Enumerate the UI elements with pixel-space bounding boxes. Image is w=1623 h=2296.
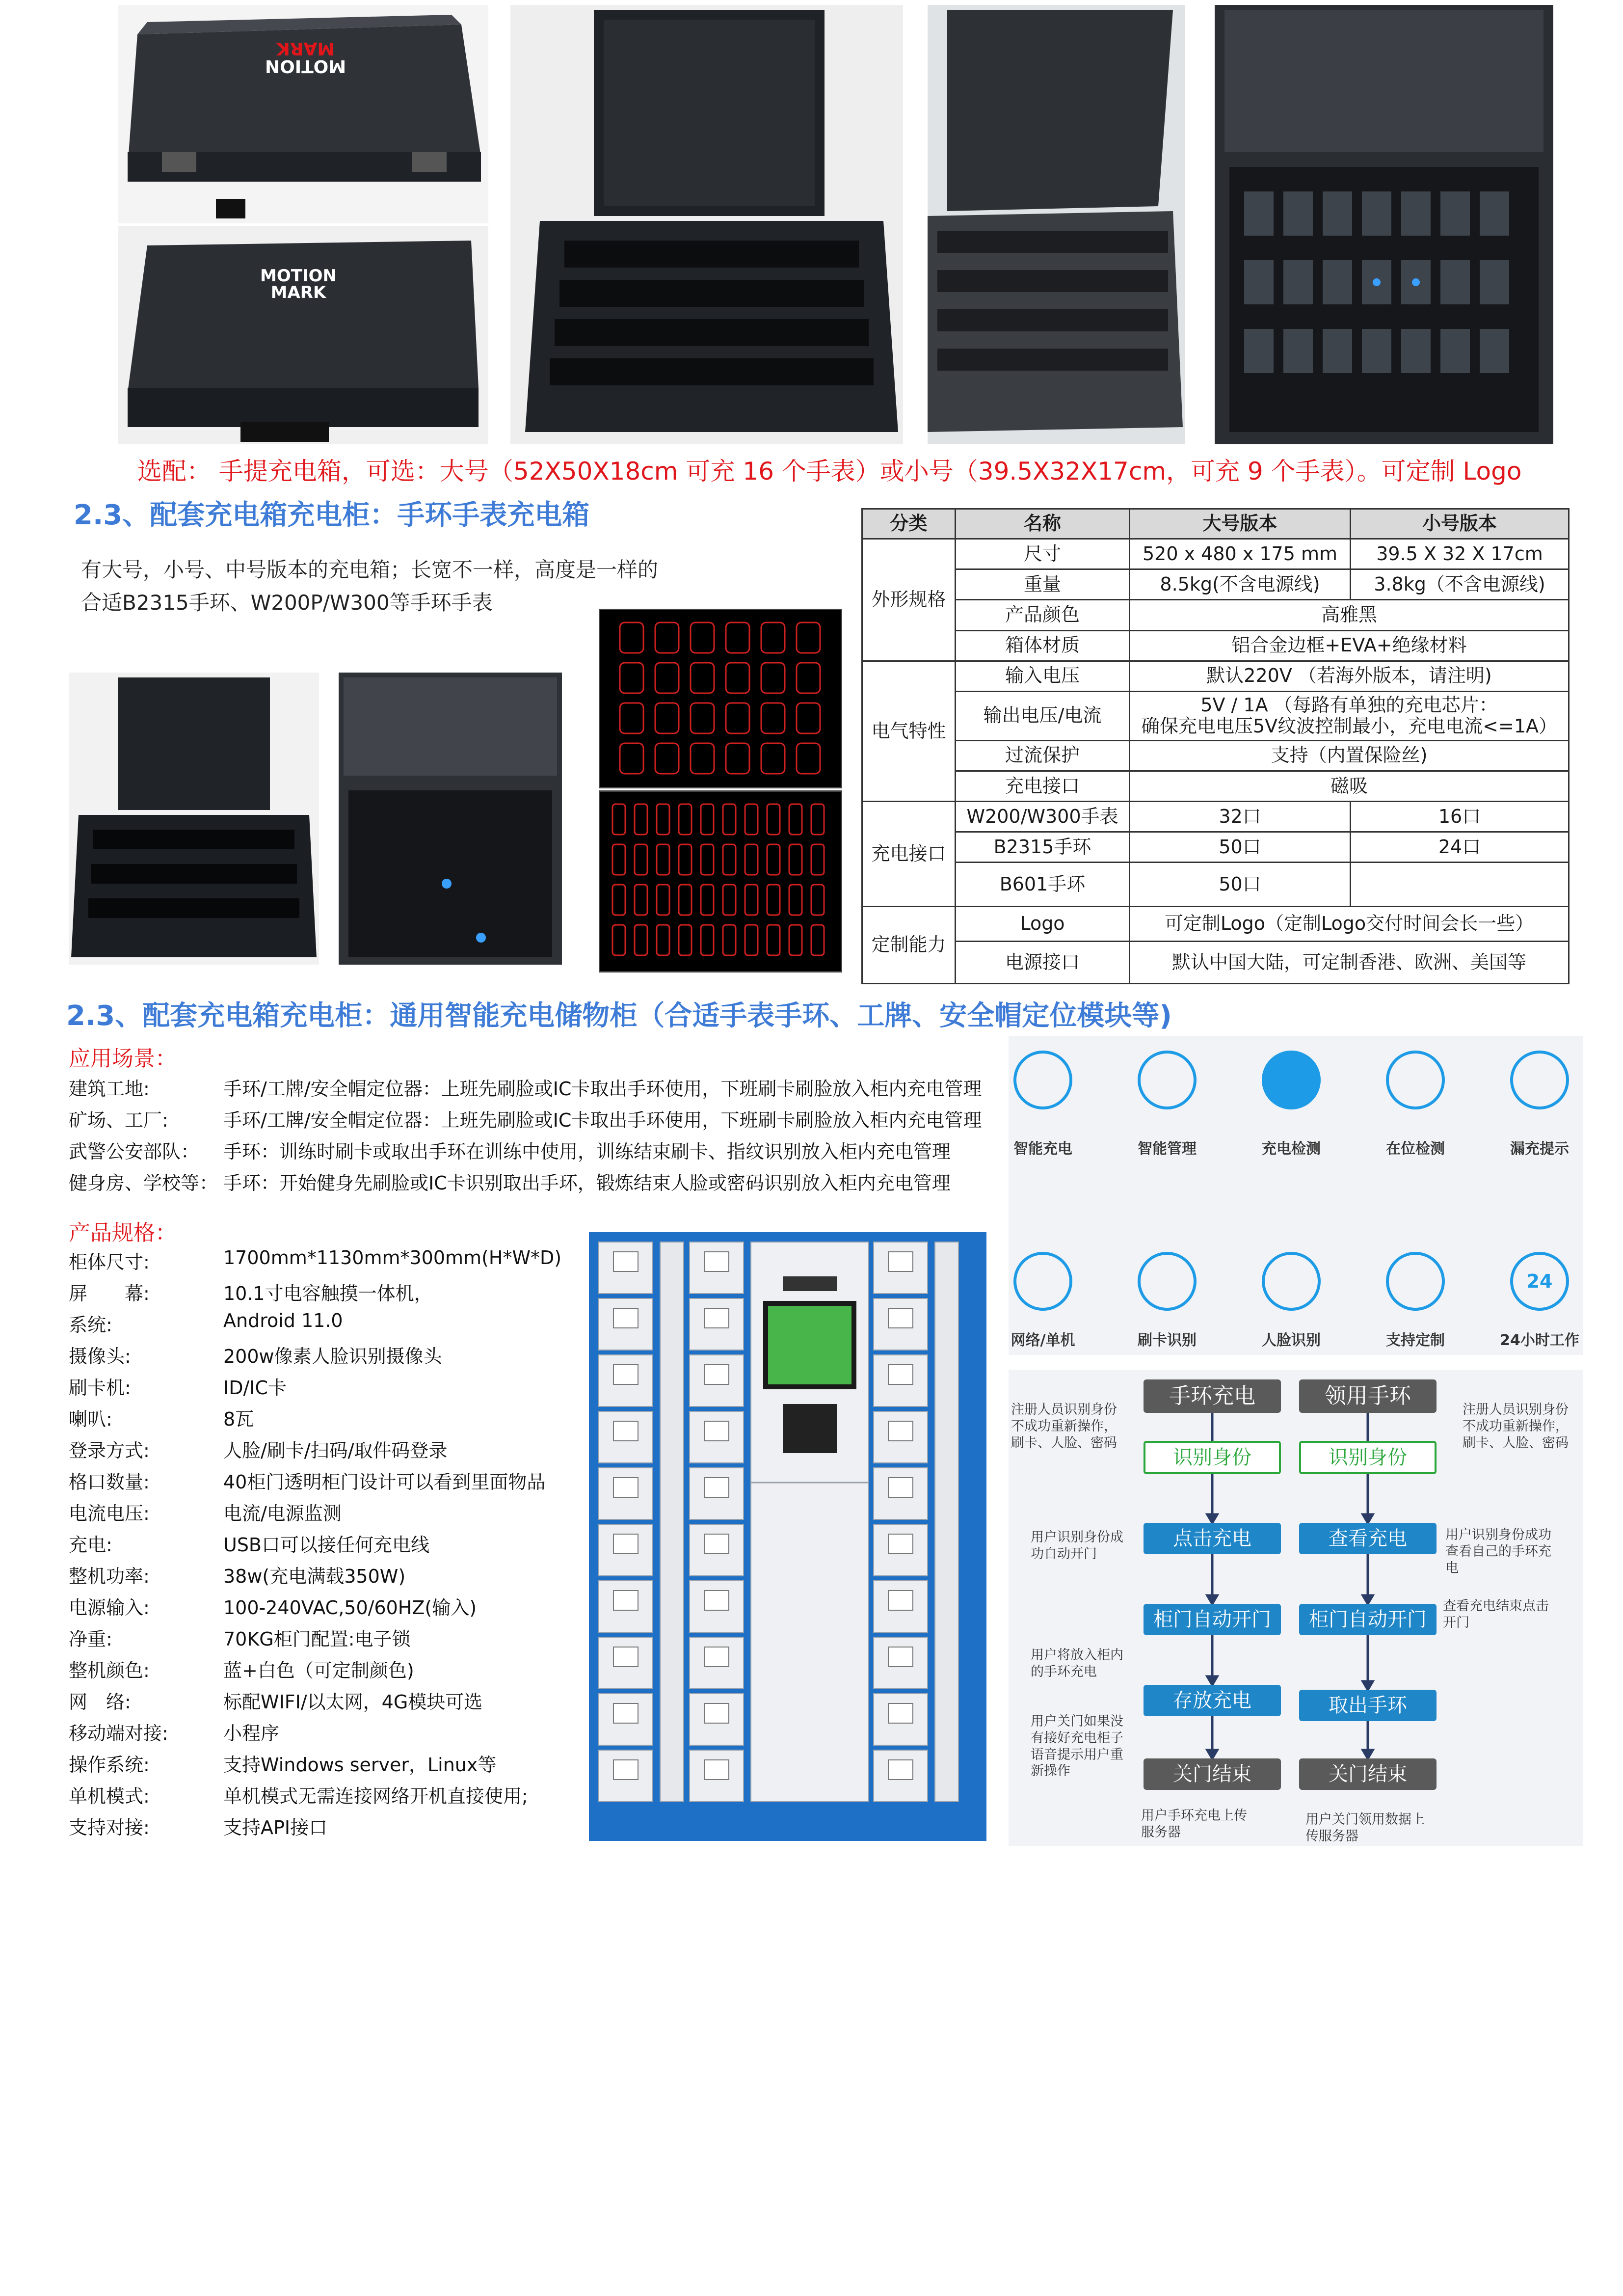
case-options-caption: 选配： 手提充电箱，可选：大号（52X50X18cm 可充 16 个手表）或小号（39.5X32X17cm，可充 9 个手表）。可定制 Logo: [137, 457, 1522, 486]
band-slot-outline: [789, 804, 802, 835]
row-large: 50口: [1130, 863, 1351, 907]
band-slot-outline: [723, 925, 736, 955]
feature-label: 支持定制: [1386, 1332, 1445, 1349]
spec-label: 产品规格：: [69, 1220, 177, 1245]
locker-window: [888, 1421, 913, 1441]
spec-value-item: 40柜门透明柜门设计可以看到里面物品: [223, 1471, 546, 1493]
locker-window: [888, 1478, 913, 1497]
row-small: 24口: [1351, 832, 1569, 863]
locker-window: [704, 1591, 729, 1610]
card-reader: [783, 1404, 837, 1453]
flow-right-step: 取出手环: [1299, 1690, 1437, 1721]
watch-slot-outline: [761, 663, 785, 693]
watch-slot-outline: [726, 663, 749, 693]
watch-slot-outline: [726, 622, 749, 653]
locker-window: [613, 1252, 638, 1271]
row-name: 过流保护: [956, 740, 1130, 771]
spec-label-item: 电源输入:: [69, 1597, 150, 1619]
band-slot-outline: [811, 804, 824, 835]
locker-window: [888, 1760, 913, 1780]
pencil-check-icon: [1013, 1051, 1072, 1109]
touch-hand-icon: [1138, 1051, 1197, 1109]
spec-label-item: 整机功率:: [69, 1566, 150, 1587]
band-slot-outline: [612, 885, 625, 915]
locker-window: [613, 1703, 638, 1723]
case-open-photo-large: [510, 5, 903, 444]
watch-slot-outline: [691, 743, 714, 774]
band-slot-outline: [723, 804, 736, 835]
spec-label-item: 系统:: [69, 1314, 112, 1336]
watch-slot-outline: [761, 622, 785, 653]
row-large: 50口: [1130, 832, 1351, 863]
clock-24-icon: 24: [1510, 1252, 1569, 1311]
band-slot-outline: [723, 844, 736, 875]
watch-slot-outline: [797, 663, 820, 693]
row-name: 重量: [956, 569, 1130, 600]
band-slot-outline: [789, 885, 802, 915]
row-merged: 默认220V （若海外版本，请注明): [1130, 661, 1569, 691]
locker-window: [613, 1365, 638, 1384]
flow-left-step: 存放充电: [1144, 1685, 1281, 1716]
row-name: B2315手环: [956, 832, 1130, 863]
flow-left-step: 点击充电: [1144, 1523, 1281, 1554]
band-slot-outline: [811, 925, 824, 955]
flow-left-note: 用户手环充电上传服务器: [1141, 1808, 1247, 1840]
custom-tools-icon: [1386, 1252, 1445, 1311]
band-slot-outline: [612, 844, 625, 875]
flow-right-step: 识别身份: [1299, 1441, 1437, 1474]
checkmark-icon: [1510, 1051, 1569, 1109]
spec-value-item: 200w像素人脸识别摄像头: [223, 1346, 442, 1367]
feature-label: 在位检测: [1386, 1140, 1445, 1158]
flow-right-step: 关门结束: [1299, 1758, 1437, 1790]
scene-label: 建筑工地:: [69, 1078, 150, 1100]
flow-left-step: 识别身份: [1144, 1441, 1281, 1474]
flow-right-title: 领用手环: [1299, 1379, 1437, 1413]
flow-left-note: 用户关门如果没有接好充电柜子语音提示用户重新操作: [1031, 1714, 1123, 1779]
battery-icon: [1262, 1051, 1321, 1109]
row-merged-multiline: [1130, 691, 1569, 740]
watch-slot-outline: [655, 622, 679, 653]
row-large: 32口: [1130, 802, 1351, 832]
row-name: 尺寸: [956, 539, 1130, 569]
band-slot-outline: [701, 925, 714, 955]
spec-value-item: 电流/电源监测: [223, 1503, 342, 1524]
band-slot-outline: [612, 925, 625, 955]
watch-slot-outline: [797, 743, 820, 774]
spec-value-item: 支持Windows server，Linux等: [223, 1754, 497, 1776]
row-name: 箱体材质: [956, 630, 1130, 661]
spec-value-item: 100-240VAC,50/60HZ(输入): [223, 1597, 477, 1619]
band-slot-outline: [745, 885, 758, 915]
flow-right-note: 用户关门领用数据上传服务器: [1305, 1812, 1425, 1844]
band-slot-outline: [635, 804, 647, 835]
locker-window: [888, 1703, 913, 1723]
spec-label-item: 格口数量:: [69, 1471, 150, 1493]
band-slot-outline: [745, 804, 758, 835]
spec-label-item: 整机颜色:: [69, 1660, 150, 1681]
header-category: 分类: [862, 509, 956, 539]
locker-window: [888, 1591, 913, 1610]
watch-slot-outline: [620, 663, 643, 693]
flow-chart: [1009, 1370, 1583, 1846]
watch-slot-outline: [655, 703, 679, 733]
feature-label: 智能充电: [1013, 1140, 1072, 1158]
spec-value-item: 标配WIFI/以太网，4G模块可选: [223, 1691, 483, 1713]
plug-icon: [1386, 1051, 1445, 1109]
group-electric: 电气特性: [862, 661, 956, 801]
cabinet-side-panel: [660, 1242, 684, 1802]
spec-value-item: 小程序: [223, 1723, 280, 1744]
small-case-open-photo: [69, 673, 319, 965]
locker-window: [704, 1703, 729, 1723]
locker-window: [888, 1647, 913, 1667]
band-slot-outline: [679, 925, 692, 955]
locker-window: [613, 1308, 638, 1328]
flow-right-step: 查看充电: [1299, 1523, 1437, 1554]
band-slot-outline: [679, 804, 692, 835]
band-slot-outline: [745, 925, 758, 955]
case-logo: [265, 39, 346, 75]
case-logo-line2: MARK: [276, 38, 335, 58]
watch-slot-outline: [620, 743, 643, 774]
spec-value-item: USB口可以接任何充电线: [223, 1534, 430, 1556]
spec-value-item: 8瓦: [223, 1408, 254, 1430]
case-logo-2-line2: MARK: [270, 283, 326, 302]
watch-slot-outline: [691, 622, 714, 653]
spec-value-item: 1700mm*1130mm*300mm(H*W*D): [223, 1247, 562, 1269]
group-custom: 定制能力: [862, 907, 956, 984]
band-slot-outline: [701, 885, 714, 915]
watch-slot-outline: [620, 703, 643, 733]
group-port: 充电接口: [862, 802, 956, 907]
camera-bar: [783, 1276, 837, 1291]
band-slot-outline: [657, 925, 669, 955]
watch-slot-outline: [761, 743, 785, 774]
feature-label: 刷卡识别: [1138, 1332, 1197, 1349]
flow-left-note: 用户将放入柜内的手环充电: [1031, 1648, 1123, 1679]
row-name: 充电接口: [956, 771, 1130, 801]
flow-left-step: 关门结束: [1144, 1758, 1281, 1790]
row-large: 8.5kg(不含电源线): [1130, 569, 1351, 600]
spec-label-item: 网 络:: [69, 1691, 131, 1713]
header-name: 名称: [956, 509, 1130, 539]
scenes-label: 应用场景：: [69, 1046, 177, 1071]
watch-slot-outline: [655, 743, 679, 774]
layout-drawing-bands: [599, 790, 842, 972]
row-small: 39.5 X 32 X 17cm: [1351, 539, 1569, 569]
row-name: 电源接口: [956, 942, 1130, 984]
row-large: 520 x 480 x 175 mm: [1130, 539, 1351, 569]
feature-label: 网络/单机: [1011, 1332, 1075, 1349]
watch-slot-outline: [691, 703, 714, 733]
locker-window: [704, 1534, 729, 1554]
locker-window: [888, 1252, 913, 1271]
features-panel: [1009, 1036, 1583, 1355]
feature-label: 充电检测: [1262, 1140, 1321, 1158]
spec-label-item: 单机模式:: [69, 1785, 150, 1807]
case-with-watches-photo: [1215, 5, 1553, 444]
case-logo-2: [260, 268, 337, 301]
case-logo-line1: MOTION: [265, 56, 346, 76]
output-line1: 5V / 1A （每路有单独的充电芯片：: [1200, 694, 1498, 716]
header-large: 大号版本: [1130, 509, 1351, 539]
locker-window: [613, 1534, 638, 1554]
locker-window: [888, 1365, 913, 1384]
locker-window: [888, 1308, 913, 1328]
locker-window: [613, 1647, 638, 1667]
flow-right-note: 查看充电结束点击开门: [1443, 1598, 1549, 1630]
case-open-photo-angled: [928, 5, 1185, 444]
watch-slot-outline: [797, 622, 820, 653]
band-slot-outline: [635, 925, 647, 955]
watch-slot-outline: [726, 703, 749, 733]
cabinet-side-panel: [935, 1242, 958, 1802]
band-slot-outline: [635, 844, 647, 875]
spec-value-item: 人脸/刷卡/扫码/取件码登录: [223, 1440, 448, 1461]
row-small: 16口: [1351, 802, 1569, 832]
spec-value-item: 蓝+白色（可定制颜色): [223, 1660, 414, 1681]
row-merged: 磁吸: [1130, 771, 1569, 801]
feature-label: 智能管理: [1138, 1140, 1197, 1158]
watch-slot-outline: [655, 663, 679, 693]
charging-case-spec-table: [861, 508, 1570, 984]
scene-text: 手环/工牌/安全帽定位器：上班先刷脸或IC卡取出手环使用，下班刷卡刷脸放入柜内充电管理: [223, 1078, 982, 1100]
spec-label-item: 移动端对接:: [69, 1723, 168, 1744]
locker-window: [613, 1421, 638, 1441]
band-slot-outline: [612, 804, 625, 835]
row-merged: 可定制Logo（定制Logo交付时间会长一些）: [1130, 907, 1569, 942]
spec-value-item: 支持API接口: [223, 1817, 328, 1838]
watch-slot-outline: [797, 703, 820, 733]
watch-slot-outline: [726, 743, 749, 774]
scene-label: 矿场、工厂:: [69, 1109, 168, 1131]
layout-drawing-watches: [599, 609, 842, 788]
row-name: 输出电压/电流: [956, 691, 1130, 740]
spec-value-item: 38w(充电满载350W): [223, 1566, 406, 1587]
scene-text: 手环：开始健身先刷脸或IC卡识别取出手环，锻炼结束人脸或密码识别放入柜内充电管理: [223, 1172, 951, 1194]
watch-slot-outline: [620, 622, 643, 653]
row-merged: 支持（内置保险丝): [1130, 740, 1569, 771]
row-name: W200/W300手表: [956, 802, 1130, 832]
spec-value-item: 单机模式无需连接网络开机直接使用;: [223, 1785, 528, 1807]
flow-left-note: 注册人员识别身份不成功重新操作，刷卡、人脸、密码: [1011, 1402, 1117, 1451]
locker-window: [613, 1478, 638, 1497]
band-slot-outline: [789, 844, 802, 875]
section1-desc-line2: 合适B2315手环、W200P/W300等手环手表: [81, 591, 493, 615]
spec-value-item: 10.1寸电容触摸一体机，: [223, 1283, 433, 1304]
small-case-watches-photo: [339, 673, 562, 965]
spec-label-item: 喇叭:: [69, 1408, 112, 1430]
watch-slot-outline: [761, 703, 785, 733]
globe-icon: [1013, 1252, 1072, 1311]
locker-window: [704, 1252, 729, 1271]
spec-label-item: 净重:: [69, 1628, 112, 1650]
locker-window: [888, 1534, 913, 1554]
locker-window: [613, 1760, 638, 1780]
row-name: 输入电压: [956, 661, 1130, 691]
band-slot-outline: [701, 804, 714, 835]
case-closed-photo: [118, 5, 488, 223]
spec-label-item: 电流电压:: [69, 1503, 150, 1524]
band-slot-outline: [811, 885, 824, 915]
spec-label-item: 登录方式:: [69, 1440, 150, 1461]
spec-label-item: 支持对接:: [69, 1817, 150, 1838]
case-logo-2-line1: MOTION: [260, 266, 337, 286]
locker-window: [704, 1365, 729, 1384]
row-small: 3.8kg（不含电源线): [1351, 569, 1569, 600]
spec-value-item: Android 11.0: [223, 1310, 343, 1331]
section2-title: 2.3、配套充电箱充电柜：通用智能充电储物柜（合适手表手环、工牌、安全帽定位模块等): [66, 1000, 1172, 1032]
band-slot-outline: [767, 804, 780, 835]
band-slot-outline: [679, 844, 692, 875]
card-swipe-icon: [1138, 1252, 1197, 1311]
watch-slot-outline: [691, 663, 714, 693]
row-name: B601手环: [956, 863, 1130, 907]
locker-window: [613, 1591, 638, 1610]
charging-cabinet-photo: [589, 1232, 986, 1841]
section1-desc-line1: 有大号，小号、中号版本的充电箱；长宽不一样，高度是一样的: [81, 558, 659, 582]
spec-label-item: 柜体尺寸:: [69, 1251, 150, 1273]
flow-right-step: 柜门自动开门: [1299, 1604, 1437, 1635]
band-slot-outline: [767, 885, 780, 915]
header-small: 小号版本: [1351, 509, 1569, 539]
band-slot-outline: [767, 844, 780, 875]
band-slot-outline: [789, 925, 802, 955]
touch-screen-display: [768, 1306, 851, 1384]
spec-label-item: 充电:: [69, 1534, 112, 1556]
band-slot-outline: [679, 885, 692, 915]
locker-window: [704, 1647, 729, 1667]
band-slot-outline: [701, 844, 714, 875]
row-name: Logo: [956, 907, 1130, 942]
spec-label-item: 操作系统:: [69, 1754, 150, 1776]
feature-label: 24小时工作: [1500, 1332, 1579, 1349]
band-slot-outline: [657, 804, 669, 835]
spec-label-item: 摄像头:: [69, 1346, 131, 1367]
locker-window: [704, 1478, 729, 1497]
row-merged: 高雅黑: [1130, 600, 1569, 630]
row-small: [1351, 863, 1569, 907]
section1-title: 2.3、配套充电箱充电柜：手环手表充电箱: [74, 499, 590, 531]
band-slot-outline: [811, 844, 824, 875]
scene-text: 手环：训练时刷卡或取出手环在训练中使用，训练结束刷卡、指纹识别放入柜内充电管理: [223, 1141, 951, 1162]
band-slot-outline: [767, 925, 780, 955]
spec-label-item: 屏 幕:: [69, 1283, 150, 1304]
spec-label-item: 刷卡机:: [69, 1377, 131, 1399]
output-line2: 确保充电电压5V纹波控制最小，充电电流<=1A）: [1141, 715, 1558, 737]
group-shape: 外形规格: [862, 539, 956, 661]
feature-label: 人脸识别: [1262, 1332, 1321, 1349]
locker-window: [704, 1421, 729, 1441]
row-merged: 铝合金边框+EVA+绝缘材料: [1130, 630, 1569, 661]
row-merged: 默认中国大陆，可定制香港、欧洲、美国等: [1130, 942, 1569, 984]
flow-right-note: 注册人员识别身份不成功重新操作，刷卡、人脸、密码: [1463, 1402, 1569, 1451]
locker-window: [704, 1308, 729, 1328]
feature-label: 漏充提示: [1510, 1140, 1569, 1158]
flow-left-title: 手环充电: [1144, 1379, 1281, 1413]
band-slot-outline: [657, 885, 669, 915]
band-slot-outline: [723, 885, 736, 915]
face-scan-icon: [1262, 1252, 1321, 1311]
scene-label: 健身房、学校等：: [69, 1172, 218, 1194]
flow-right-note: 用户识别身份成功查看自己的手环充电: [1445, 1527, 1551, 1576]
band-slot-outline: [635, 885, 647, 915]
scene-label: 武警公安部队：: [69, 1141, 200, 1162]
band-slot-outline: [657, 844, 669, 875]
spec-value-item: 70KG柜门配置:电子锁: [223, 1628, 411, 1650]
flow-left-step: 柜门自动开门: [1144, 1604, 1281, 1635]
flow-left-note: 用户识别身份成功自动开门: [1031, 1530, 1123, 1562]
locker-window: [704, 1760, 729, 1780]
case-closed-photo-2: [118, 226, 488, 444]
row-name: 产品颜色: [956, 600, 1130, 630]
scene-text: 手环/工牌/安全帽定位器：上班先刷脸或IC卡取出手环使用，下班刷卡刷脸放入柜内充电管理: [223, 1109, 982, 1131]
spec-value-item: ID/IC卡: [223, 1377, 287, 1399]
band-slot-outline: [745, 844, 758, 875]
